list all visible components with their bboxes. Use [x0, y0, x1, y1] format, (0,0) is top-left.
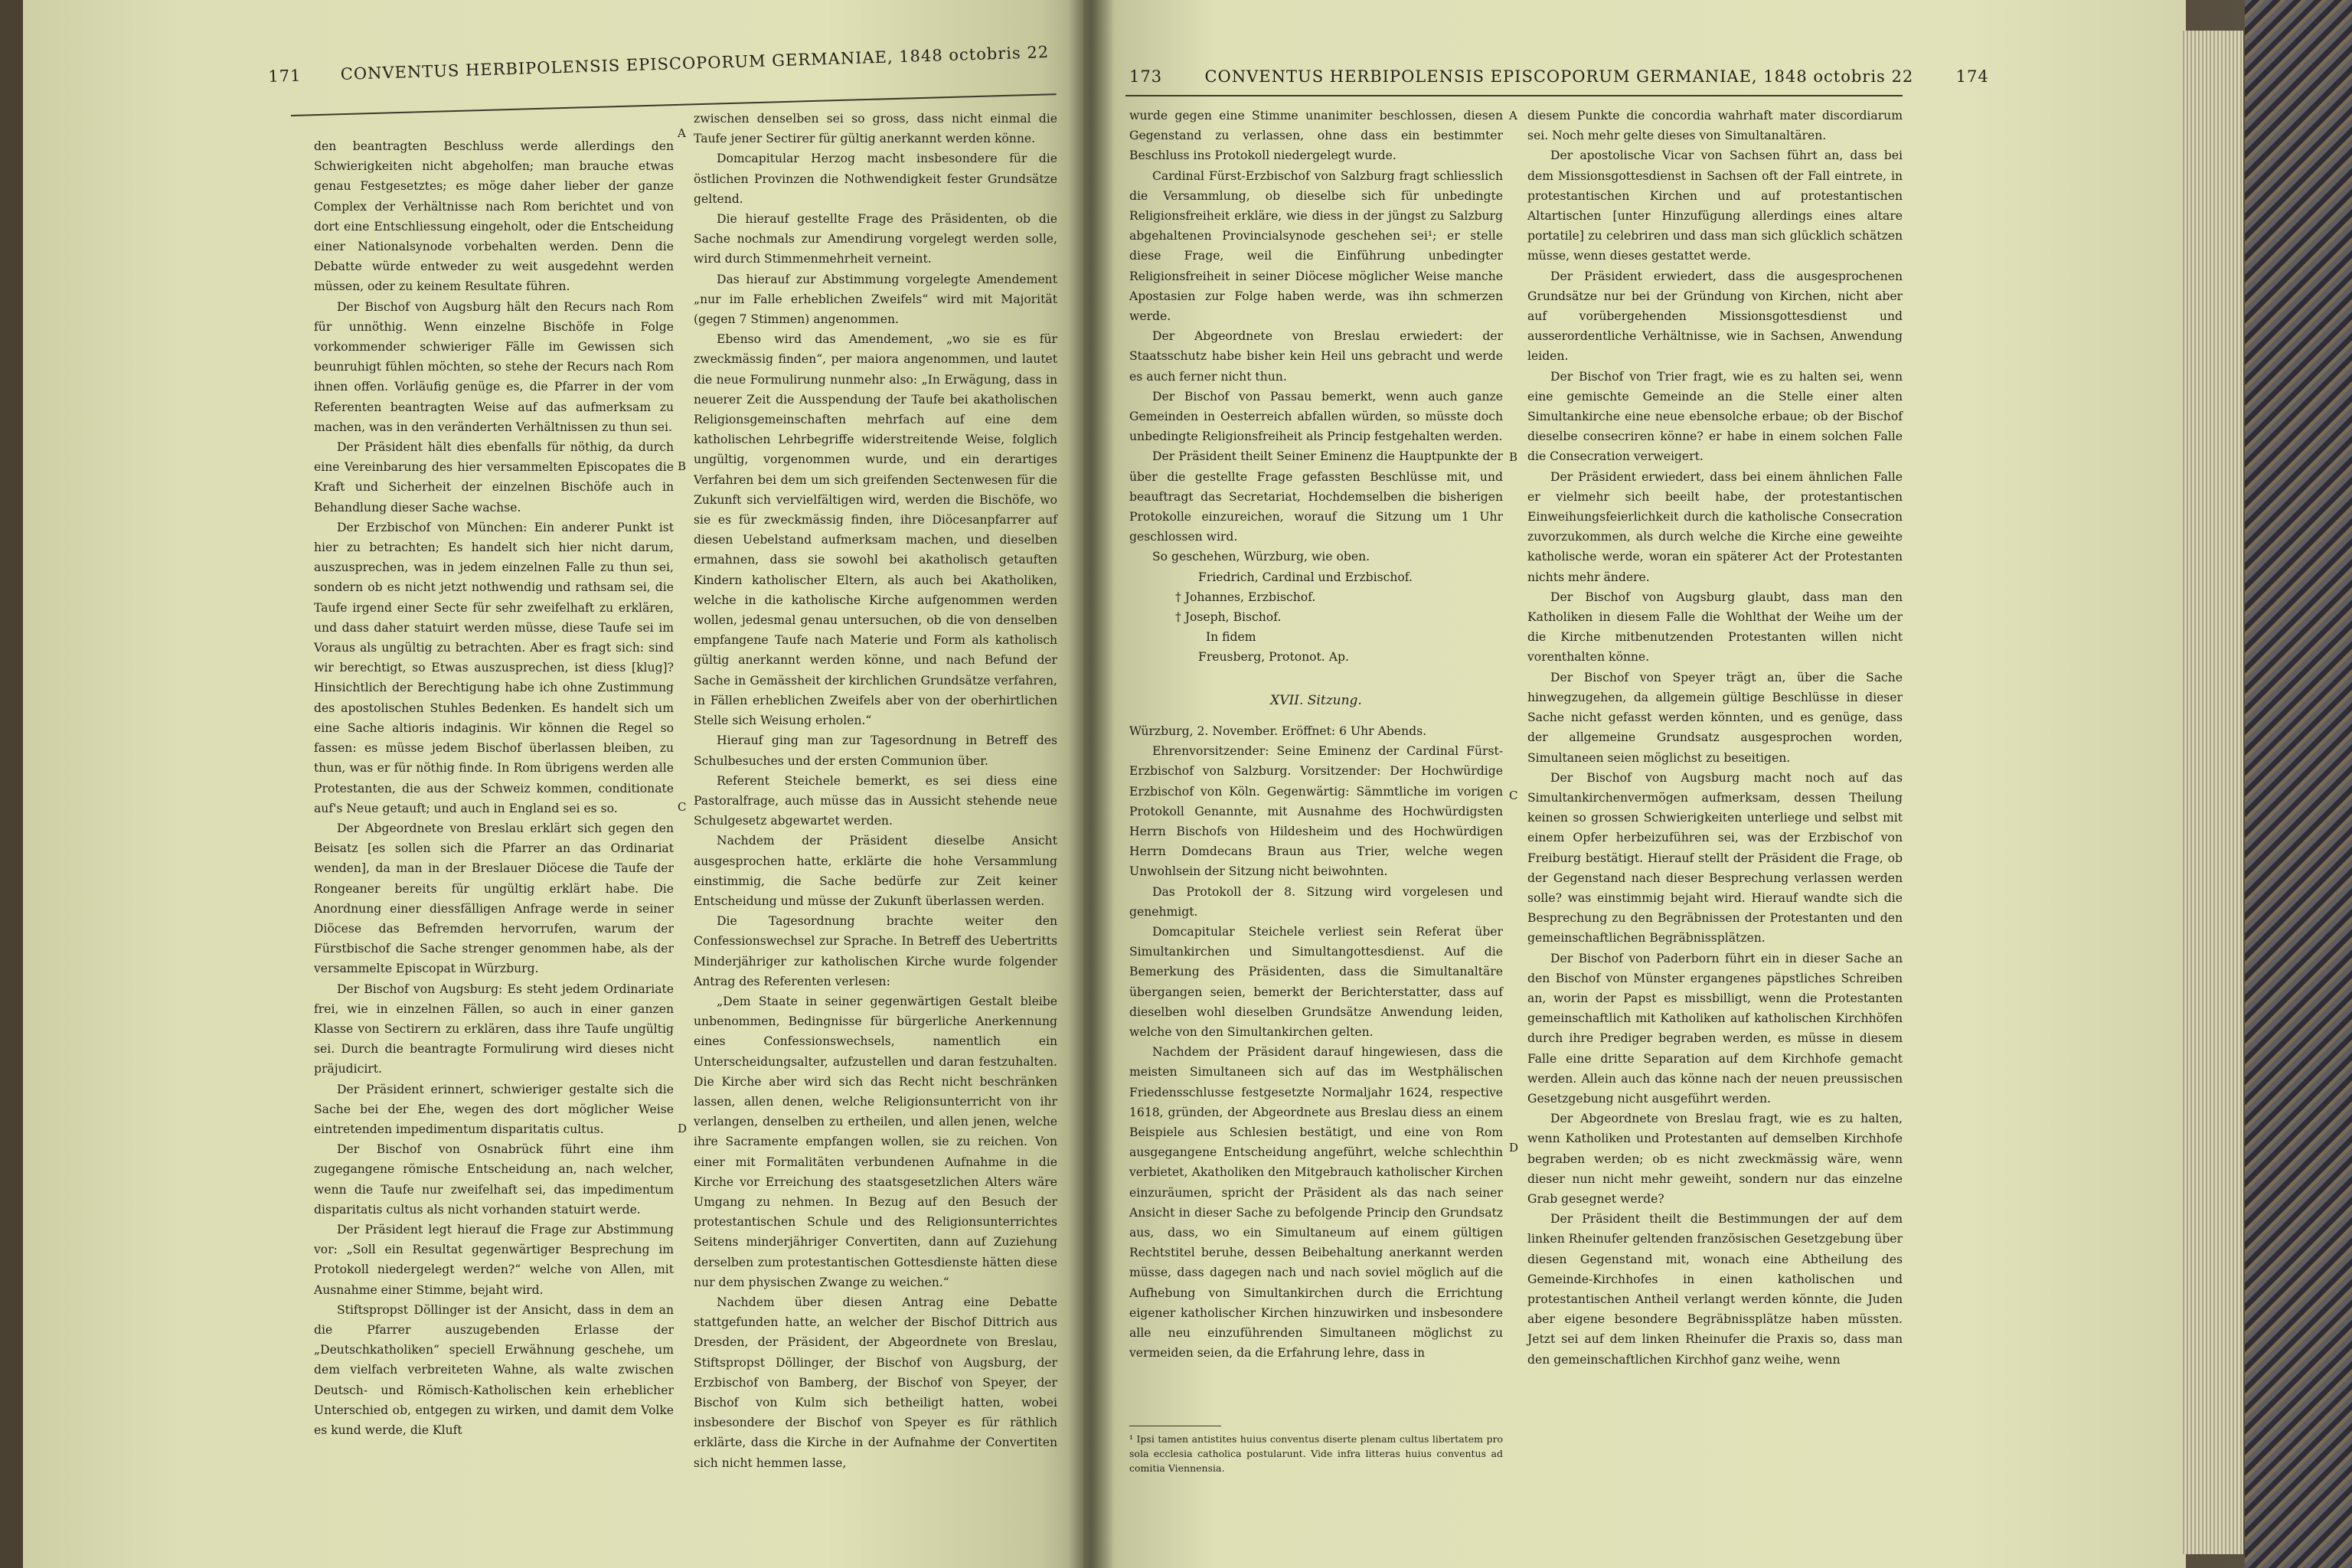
- margin-marker-b: B: [1509, 450, 1518, 464]
- right-column-b: [1527, 106, 1903, 1507]
- left-page-number: 171: [268, 66, 302, 86]
- right-column-a: [1129, 106, 1503, 1407]
- footnote: ¹ Ipsi tamen antistites huius conventus diserte plenam cultus libertatem pro sola ecclesia catholica postularunt. Vide infra litteras huius conventus ad comitia Viennensia.: [1129, 1433, 1503, 1474]
- paragraph: Nachdem der Präsident darauf hingewiesen, dass die meisten Simultaneen sich auf das im Westphälischen Friedensschlusse festgesetzte Normaljahr 1624, respective 1618, gründen, der Abgeordnete aus Breslau diess an einem Beispiele aus Schlesien bestätigt, und eine von Rom ausgegangene Entscheidung angeführt, welche schlechthin verbietet, Akatholiken den Mitgebrauch katholischer Kirchen einzuräumen, spricht der Präsident als das nach seiner Ansicht in dieser Sache zu befolgende Princip den Grundsatz aus, dass, wo ein Simultaneum auf einem gültigen Rechtstitel beruhe, dessen Beibehaltung anerkannt werden müsse, dass dagegen nach und nach soviel möglich auf die Aufhebung von Simultankirchen durch die Errichtung eigener katholischer Kirchen hinzuwirken und insbesondere alle neu einzuführenden Simultaneen möglichst zu vermeiden seien, da die Erfahrung lehre, dass in: [1129, 1045, 1503, 1361]
- paragraph: Der Präsident legt hierauf die Frage zur Abstimmung vor: „Soll ein Resultat gegenwärtiger Besprechung im Protokoll niedergelegt werden?“ welche von Allen, mit Ausnahme einer Stimme, bejaht wird.: [314, 1222, 674, 1297]
- margin-marker-d: D: [678, 1122, 688, 1135]
- margin-marker-b: B: [678, 459, 687, 473]
- book-gutter: [1068, 0, 1114, 1568]
- paragraph: Der apostolische Vicar von Sachsen führt an, dass bei dem Missionsgottesdienst in Sachsen oft der Fall eintrete, in protestantischen Kirchen und auf protestantischen Altartischen [unter Hinzufügung allerdings eines altare portatile] zu celebriren und dass man sich glücklich schätzen müsse, wenn dieses gestattet werde.: [1527, 149, 1903, 263]
- paragraph: Der Abgeordnete von Breslau erklärt sich gegen den Beisatz [es sollen sich die Pfarrer an das Ordinariat wenden], da man in der Breslauer Diöcese die Taufe der Rongeaner bereits für ungültig erklärt habe. Die Anordnung einer diessfälligen Anfrage werde in seiner Diöcese das Befremden hervorrufen, warum der Fürstbischof die Sache strenger genommen habe, als der versammelte Episcopat in Würzburg.: [314, 821, 674, 976]
- paragraph: Ehrenvorsitzender: Seine Eminenz der Cardinal Fürst-Erzbischof von Salzburg. Vorsitzender: Der Hochwürdige Erzbischof von Köln. Gegenwärtig: Sämmtliche im vorigen Protokoll Genannte, mit Ausnahme des Hochwürdigsten Herrn Bischofs von Hildesheim und des Hochwürdigen Herrn Domdecans Braun aus Trier, welche wegen Unwohlsein der Sitzung nicht beiwohnten.: [1129, 744, 1503, 879]
- paragraph: Der Präsident hält dies ebenfalls für nöthig, da durch eine Vereinbarung des hier versammelten Episcopates die Kraft und Sicherheit der einzelnen Bischöfe auch in Behandlung dieser Sache wachse.: [314, 440, 674, 514]
- paragraph: Der Abgeordnete von Breslau fragt, wie es zu halten, wenn Katholiken und Protestanten auf demselben Kirchhofe begraben werden; ob es nicht zweckmässig wäre, wenn dieser nun nicht mehr geweiht, sondern nur das einzelne Grab gesegnet werde?: [1527, 1112, 1903, 1206]
- paragraph: † Joseph, Bischof.: [1175, 610, 1282, 625]
- paragraph: Der Präsident erinnert, schwieriger gestalte sich die Sache bei der Ehe, wegen des dort möglicher Weise eintretenden impedimentum disparitatis cultus.: [314, 1082, 674, 1136]
- page-block-edge: [2180, 31, 2243, 1554]
- paragraph: diesem Punkte die concordia wahrhaft mater discordiarum sei. Noch mehr gelte dieses von Simultanaltären.: [1527, 109, 1903, 143]
- paragraph: Nachdem der Präsident dieselbe Ansicht ausgesprochen hatte, erklärte die hohe Versammlung einstimmig, die Sache bedürfe zur Zeit keiner Entscheidung und müsse der Zukunft überlassen werden.: [694, 834, 1057, 908]
- paragraph: Der Bischof von Trier fragt, wie es zu halten sei, wenn eine gemischte Gemeinde an die Stelle einer alten Simultankirche eine neue ebensolche erbaue; ob der Bischof dieselbe consecriren könne? er habe in einem solchen Falle die Consecration verweigert.: [1527, 369, 1903, 464]
- margin-marker-a: A: [1509, 109, 1517, 122]
- paragraph: † Johannes, Erzbischof.: [1175, 590, 1316, 604]
- margin-marker-c: C: [1509, 789, 1518, 802]
- paragraph: Der Bischof von Paderborn führt ein in dieser Sache an den Bischof von Münster ergangenes päpstliches Schreiben an, worin der Papst es missbilligt, wenn die Protestanten gemeinschaftlich mit Katholiken auf katholischen Kirchhöfen durch ihre Prediger begraben werden, es müsse in diesem Falle eine dritte Separation auf dem Kirchhofe gemacht werden. Allein auch das könne nach der neuen preussischen Gesetzgebung nicht ausgeführt werden.: [1527, 951, 1903, 1106]
- paragraph: „Dem Staate in seiner gegenwärtigen Gestalt bleibe unbenommen, Bedingnisse für bürgerliche Anerkennung eines Confessionswechsels, namentlich ein Unterscheidungsalter, aufzustellen und daran festzuhalten. Die Kirche aber wird sich das Recht nicht beschränken lassen, allen denen, welche Religionsunterricht von ihr verlangen, denselben zu ertheilen, und allen jenen, welche ihre Sacramente empfangen wollen, sie zu reichen. Von einer mit Formalitäten verbundenen Aufnahme in die Kirche vor Erreichung des staatsgesetzlichen Alters wäre Umgang zu nehmen. In Bezug auf den Besuch der protestantischen Schule und des Religionsunterrichtes Seitens minderjähriger Convertiten, dann auf Zuziehung derselben zum protestantischen Gottesdienste hätten diese nur dem physischen Zwange zu weichen.“: [694, 994, 1057, 1289]
- paragraph: Der Bischof von Augsburg: Es steht jedem Ordinariate frei, wie in einzelnen Fällen, so auch in einer ganzen Klasse von Sectirern zu erklären, dass ihre Taufe ungültig sei. Durch die beantragte Formulirung wird dieses nicht präjudicirt.: [314, 982, 674, 1076]
- right-column-number: 173: [1129, 67, 1163, 86]
- paragraph: Ebenso wird das Amendement, „wo sie es für zweckmässig finden“, per maiora angenommen, und lautet die neue Formulirung nunmehr also: „In Erwägung, dass in neuerer Zeit die Ausspendung der Taufe bei akatholischen Religionsgemeinschaften mehrfach auf eine dem katholischen Lehrbegriffe widerstreitende Weise, folglich ungültig, vorgenommen wurde, und ein derartiges Verfahren bei dem um sich greifenden Sectenwesen für die Zukunft sich vervielfältigen wird, werden die Bischöfe, wo sie es für zweckmässig finden, ihre Diöcesanpfarrer auf diesen Uebelstand aufmerksam machen, und dieselben ermahnen, dass sie sowohl bei akatholisch getauften Kindern katholischer Eltern, als auch bei Akatholiken, welche in die katholische Kirche aufgenommen werden wollen, jedesmal genau untersuchen, ob die von denselben empfangene Taufe nach Materie und Form als katholisch gültig anerkannt werden könne, und nach Befund der Sache in Gemässheit der kirchlichen Grundsätze verfahren, in Fällen erheblichen Zweifels aber von der oberhirtlichen Stelle sich Weisung erholen.“: [694, 332, 1057, 728]
- paragraph: Die Tagesordnung brachte weiter den Confessionswechsel zur Sprache. In Betreff des Uebertritts Minderjähriger zur katholischen Kirche wurde folgender Antrag des Referenten verlesen:: [694, 914, 1057, 988]
- margin-marker-d: D: [1509, 1141, 1519, 1155]
- right-page: [1083, 0, 2186, 1568]
- paragraph: Der Präsident theilt Seiner Eminenz die Hauptpunkte der über die gestellte Frage gefassten Beschlüsse mit, und beauftragt das Secretariat, Hochdemselben die bisherigen Protokolle einzureichen, worauf die Sitzung um 1 Uhr geschlossen wird.: [1129, 449, 1503, 544]
- right-header-rule: [1125, 95, 1903, 96]
- paragraph: Der Bischof von Passau bemerkt, wenn auch ganze Gemeinden in Oesterreich abfallen würden, so müsste doch unbedingte Religionsfreiheit als Princip festgehalten werden.: [1129, 389, 1503, 444]
- margin-marker-c: C: [678, 800, 687, 814]
- paragraph: Stiftspropst Döllinger ist der Ansicht, dass in dem an die Pfarrer auszugebenden Erlasse der „Deutschkatholiken“ speciell Erwähnung geschehe, um dem vielfach verbreiteten Wahne, als walte zwischen Deutsch- und Römisch-Katholischen kein erheblicher Unterschied ob, entgegen zu wirken, und damit dem Volke es kund werde, die Kluft: [314, 1302, 674, 1437]
- paragraph: Nachdem über diesen Antrag eine Debatte stattgefunden hatte, an welcher der Bischof Dittrich aus Dresden, der Präsident, der Abgeordnete von Breslau, Stiftspropst Döllinger, der Bischof von Augsburg, der Erzbischof von Bamberg, der Bischof von Speyer, der Bischof von Kulm sich betheiligt hatten, wobei insbesondere der Bischof von Speyer es für räthlich erklärte, dass die Kirche in der Aufnahme der Convertiten sich nicht hemmen lasse,: [694, 1295, 1057, 1470]
- paragraph: Der Bischof von Augsburg hält den Recurs nach Rom für unnöthig. Wenn einzelne Bischöfe in Folge vorkommender schwieriger Fälle im Gewissen sich beunruhigt fühlen möchten, so stehe der Recurs nach Rom ihnen offen. Vorläufig genüge es, die Pfarrer in der vom Referenten beantragten Weise auf das aufmerksam zu machen, was in den veränderten Verhältnissen zu thun sei.: [314, 299, 674, 434]
- paragraph: Würzburg, 2. November. Eröffnet: 6 Uhr Abends.: [1129, 724, 1427, 738]
- paragraph: Cardinal Fürst-Erzbischof von Salzburg fragt schliesslich die Versammlung, ob dieselbe sich für unbedingte Religionsfreiheit erkläre, wie diess in der jüngst zu Salzburg abgehaltenen Provincialsynode geschehen sei¹; er stelle diese Frage, weil die Einführung unbedingter Religionsfreiheit in seiner Diöcese möglicher Weise manche Apostasien zur Folge haben werde, was ihn schmerzen werde.: [1129, 168, 1503, 324]
- left-column-a: [314, 136, 674, 1499]
- paragraph: Das hierauf zur Abstimmung vorgelegte Amendement „nur im Falle erheblichen Zweifels“ wird mit Majorität (gegen 7 Stimmen) angenommen.: [694, 272, 1057, 327]
- right-running-head-group: [1129, 67, 1989, 86]
- paragraph: Domcapitular Herzog macht insbesondere für die östlichen Provinzen die Nothwendigkeit fester Grundsätze geltend.: [694, 152, 1057, 206]
- paragraph: Der Abgeordnete von Breslau erwiedert: der Staatsschutz habe bisher kein Heil uns gebracht und werde es auch ferner nicht thun.: [1129, 329, 1503, 384]
- left-running-head-group: [268, 41, 1122, 86]
- paragraph: In fidem: [1206, 630, 1256, 645]
- paragraph: Der Präsident theilt die Bestimmungen der auf dem linken Rheinufer geltenden französischen Gesetzgebung über diesen Gegenstand mit, wonach eine Abtheilung des Gemeinde-Kirchhofes in einen katholischen und protestantischen Antheil verlangt werden könnte, die Juden aber eigene besondere Begräbnissplätze haben müssten. Jetzt sei auf dem linken Rheinufer die Praxis so, dass man den gemeinschaftlichen Kirchhof ganz weihe, wenn: [1527, 1212, 1903, 1367]
- paragraph: Domcapitular Steichele verliest sein Referat über Simultankirchen und Simultangottesdienst. Auf die Bemerkung des Präsidenten, dass die Simultanaltäre übergangen seien, bemerkt der Berichterstatter, dass auf dieselben wohl dieselben Grundsätze Anwendung leiden, welche von den Simultankirchen gelten.: [1129, 924, 1503, 1039]
- paragraph: den beantragten Beschluss werde allerdings den Schwierigkeiten nicht abgeholfen; man brauche etwas genau Festgesetztes; es möge daher lieber der ganze Complex der Verhältnisse nach Rom berichtet und von dort eine Entschliessung eingeholt, oder die Entscheidung einer Nationalsynode vorbehalten werden. Denn die Debatte würde entweder zu weit ausgedehnt werden müssen, oder zu keinem Resultate führen.: [314, 139, 674, 294]
- paragraph: Der Präsident erwiedert, dass die ausgesprochenen Grundsätze nur bei der Gründung von Kirchen, nicht aber auf vorübergehenden Missionsgottesdienst und ausserordentliche Verhältnisse, wie in Sachsen, Anwendung leiden.: [1527, 269, 1903, 364]
- left-page: [23, 0, 1095, 1568]
- section-title: XVII. Sitzung.: [1270, 692, 1362, 708]
- paragraph: Der Erzbischof von München: Ein anderer Punkt ist hier zu betrachten; Es handelt sich hier nicht darum, auszusprechen, was in jedem einzelnen Falle zu thun sei, sondern ob es nicht jetzt nothwendig und rathsam sei, die Taufe irgend einer Secte für sehr zweifelhaft zu erklären, und dass daher statuirt werden müsse, diese Taufe sei im Voraus als ungültig zu betrachten. Aber es fragt sich: sind wir berechtigt, so Etwas auszusprechen, ist diess [klug]? Hinsichtlich der Berechtigung habe ich ohne Zustimmung des apostolischen Stuhles Bedenken. Es handelt sich um eine Sache altioris indaginis. Wir können die Regel so fassen: es müsse jedem Bischof überlassen bleiben, zu thun, was er für nöthig finde. In Rom übrigens werden alle Protestanten, die aus der Schweiz kommen, conditionate auf's Neue getauft; und auch in England sei es so.: [314, 520, 674, 815]
- paragraph: Der Bischof von Augsburg macht noch auf das Simultankirchenvermögen aufmerksam, dessen Theilung keinen so grossen Schwierigkeiten unterliege und selbst mit einem Opfer herbeizuführen sei, was der Erzbischof von Freiburg bestätigt. Hierauf stellt der Präsident die Frage, ob der Gegenstand nach dieser Besprechung verlassen werden solle? was einstimmig bejaht wird. Hierauf wandte sich die Besprechung zu den Begräbnissen der Protestanten und den gemeinschaftlichen Begräbnissplätzen.: [1527, 770, 1903, 946]
- paragraph: So geschehen, Würzburg, wie oben.: [1152, 550, 1370, 564]
- paragraph: Der Bischof von Speyer trägt an, über die Sache hinwegzugehen, da allgemein gültige Beschlüsse in dieser Sache nicht gefasst werden könnten, und es genüge, dass der allgemeine Grundsatz ausgesprochen worden, Simultaneen seien möglichst zu beseitigen.: [1527, 670, 1903, 765]
- paragraph: Das Protokoll der 8. Sitzung wird vorgelesen und genehmigt.: [1129, 884, 1503, 919]
- paragraph: Referent Steichele bemerkt, es sei diess eine Pastoralfrage, auch müsse das in Aussicht stehende neue Schulgesetz abgewartet werden.: [694, 773, 1057, 828]
- left-running-head: CONVENTUS HERBIPOLENSIS EPISCOPORUM GERMANIAE, 1848 octobris 22: [340, 42, 1050, 84]
- right-running-head: CONVENTUS HERBIPOLENSIS EPISCOPORUM GERMANIAE, 1848 octobris 22: [1204, 67, 1914, 86]
- paragraph: zwischen denselben sei so gross, dass nicht einmal die Taufe jener Sectirer für gültig anerkannt werden könne.: [694, 112, 1057, 146]
- paragraph: Der Bischof von Augsburg glaubt, dass man den Katholiken in diesem Falle die Wohlthat der Weihe um der die Kirche mitbenutzenden Protestanten willen nicht vorenthalten könne.: [1527, 590, 1903, 665]
- fabric-edge: [2245, 0, 2352, 1568]
- paragraph: Hierauf ging man zur Tagesordnung in Betreff des Schulbesuches und der ersten Communion über.: [694, 733, 1057, 768]
- paragraph: Der Bischof von Osnabrück führt eine ihm zugegangene römische Entscheidung an, nach welcher, wenn die Taufe nur zweifelhaft sei, das impedimentum disparitatis cultus als nicht vorhanden statuirt werde.: [314, 1142, 674, 1217]
- paragraph: Freusberg, Protonot. Ap.: [1198, 650, 1349, 665]
- paragraph: wurde gegen eine Stimme unanimiter beschlossen, diesen Gegenstand zu verlassen, ohne dass ein bestimmter Beschluss ins Protokoll niedergelegt wurde.: [1129, 109, 1503, 163]
- paragraph: Friedrich, Cardinal und Erzbischof.: [1198, 570, 1413, 584]
- margin-marker-a: A: [678, 126, 686, 140]
- paragraph: Die hierauf gestellte Frage des Präsidenten, ob die Sache nochmals zur Amendirung vorgelegt werden solle, wird durch Stimmenmehrheit verneint.: [694, 212, 1057, 266]
- right-page-number: 174: [1955, 67, 1989, 86]
- paragraph: Der Präsident erwiedert, dass bei einem ähnlichen Falle er vielmehr sich beeilt habe, der protestantischen Einweihungsfeierlichkeit durch die katholische Consecration zuvorzukommen, als durch welche die Kirche eine geweihte katholische werde, woran ein späterer Act der Protestanten nichts mehr ändere.: [1527, 469, 1903, 584]
- left-column-b: [694, 109, 1057, 1487]
